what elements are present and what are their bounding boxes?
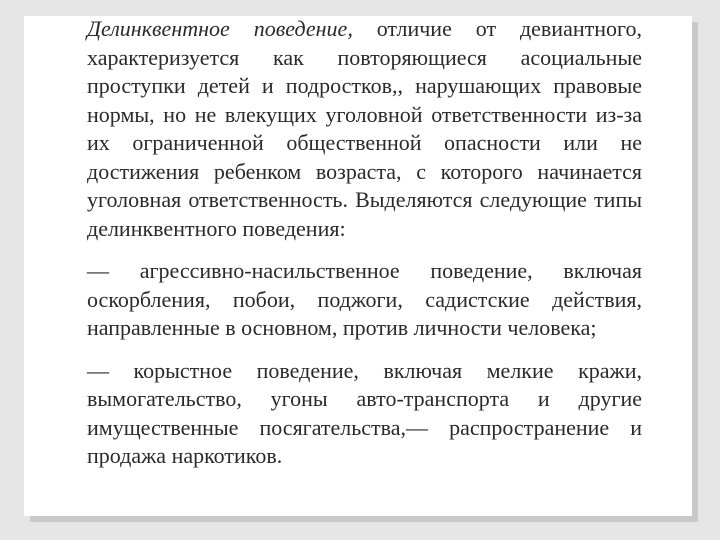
slide-card <box>24 16 692 516</box>
list-item-aggressive: — агрессивно-насильственное поведение, включая оскорбления, побои, поджоги, садистские действия, направленные в основном, против личности человека; <box>87 258 642 340</box>
list-item-mercenary: — корыстное поведение, включая мелкие кражи, вымогательство, угоны авто-транспорта и другие имущественные посягательства,— распространение и продажа наркотиков. <box>87 357 642 468</box>
slide-text-body <box>87 16 642 471</box>
intro-paragraph <box>87 16 642 243</box>
intro-text: отличие от девиантного, характеризуется как повторяющиеся асоциальные проступки детей и подростков,, нарушающих правовые нормы, но не влекущих уголовной ответственности из-за их ограниченной общественной опасности или не достижения ребенком возраста, с которого начинается уголовная ответственность. Выделяются следующие типы делинквентного поведения: <box>87 16 642 241</box>
intro-term: Делинквентное поведение, <box>87 16 353 41</box>
